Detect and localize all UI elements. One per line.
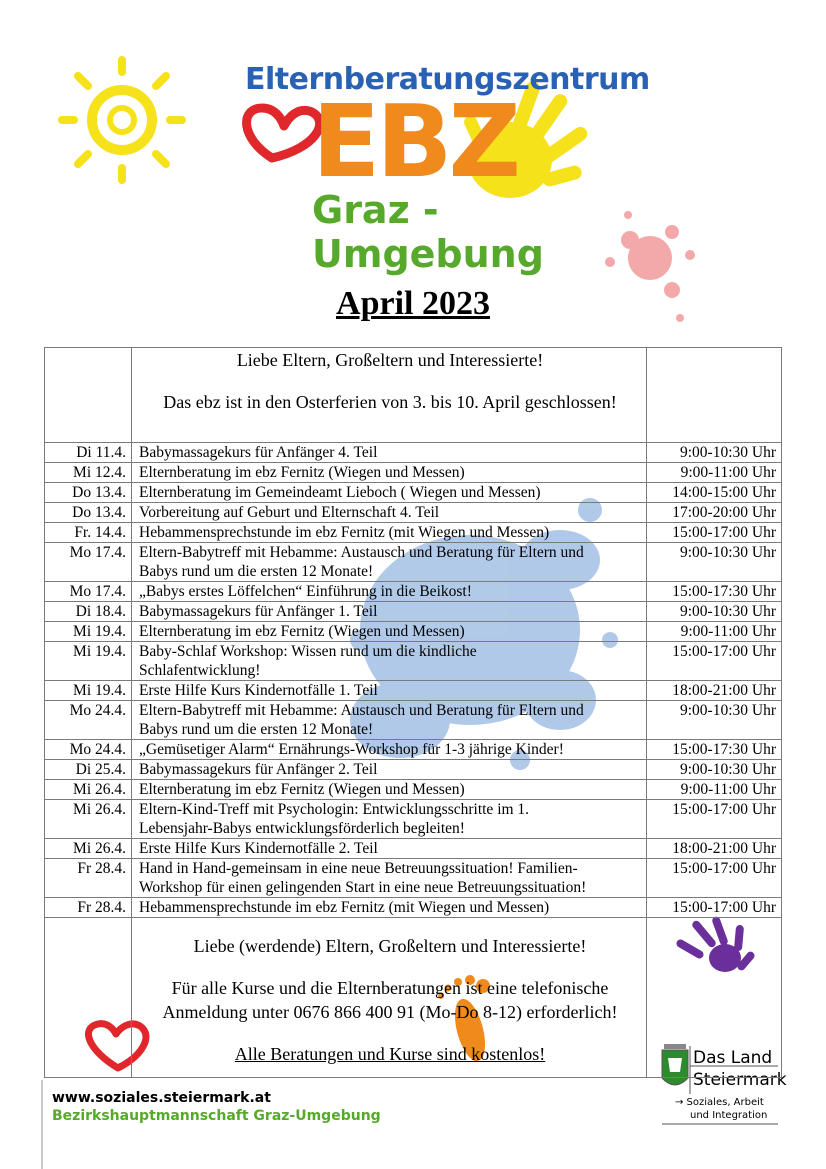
event-date: Mi 26.4. [45, 839, 132, 859]
land-name-line1: Das Land [693, 1048, 773, 1068]
sun-icon [62, 60, 182, 180]
event-description-line2: Babys rund um die ersten 12 Monate! [139, 721, 374, 738]
event-description-line2: Schlafentwicklung! [139, 662, 261, 679]
event-description-line1: Elternberatung im ebz Fernitz (Wiegen und Messen) [139, 781, 465, 798]
event-time: 15:00-17:00 Uhr [647, 859, 782, 898]
event-description [132, 582, 647, 602]
event-description-line1: Erste Hilfe Kurs Kindernotfälle 2. Teil [139, 840, 378, 857]
event-description [132, 760, 647, 780]
event-description [132, 622, 647, 642]
land-name-line2: Steiermark [693, 1070, 787, 1090]
event-description [132, 642, 647, 681]
event-description-line1: Erste Hilfe Kurs Kindernotfälle 1. Teil [139, 682, 378, 699]
table-row [45, 780, 782, 800]
event-date: Di 11.4. [45, 443, 132, 463]
event-date: Mo 17.4. [45, 582, 132, 602]
intro-row [45, 348, 782, 443]
intro-line1: Liebe Eltern, Großeltern und Interessierte! [236, 350, 544, 370]
event-time: 9:00-11:00 Uhr [647, 780, 782, 800]
event-date: Mo 17.4. [45, 543, 132, 582]
event-description [132, 681, 647, 701]
event-time: 9:00-10:30 Uhr [647, 543, 782, 582]
intro-line2: Das ebz ist in den Osterferien von 3. bis 10. April geschlossen! [163, 392, 617, 412]
event-description-line1: Babymassagekurs für Anfänger 4. Teil [139, 444, 378, 461]
event-description-line1: Babymassagekurs für Anfänger 1. Teil [139, 603, 378, 620]
event-date: Mi 26.4. [45, 800, 132, 839]
event-description [132, 543, 647, 582]
event-date: Fr 28.4. [45, 859, 132, 898]
event-description [132, 740, 647, 760]
event-time: 17:00-20:00 Uhr [647, 503, 782, 523]
event-time: 9:00-11:00 Uhr [647, 622, 782, 642]
table-row [45, 622, 782, 642]
logo-title: Elternberatungszentrum [245, 62, 650, 97]
logo-umgebung: Umgebung [312, 232, 544, 276]
event-time: 15:00-17:00 Uhr [647, 800, 782, 839]
table-row [45, 602, 782, 622]
table-row [45, 898, 782, 918]
event-description [132, 839, 647, 859]
event-description-line1: Eltern-Kind-Treff mit Psychologin: Entwicklungsschritte im 1. [139, 801, 530, 818]
table-row [45, 859, 782, 898]
table-row [45, 642, 782, 681]
event-description [132, 443, 647, 463]
authority-name: Bezirkshauptmannschaft Graz-Umgebung [52, 1108, 381, 1124]
event-date: Mo 24.4. [45, 740, 132, 760]
event-description-line1: „Babys erstes Löffelchen“ Einführung in die Beikost! [139, 583, 472, 600]
event-time: 14:00-15:00 Uhr [647, 483, 782, 503]
event-date: Fr. 14.4. [45, 523, 132, 543]
page-title: April 2023 [336, 285, 490, 322]
event-description [132, 800, 647, 839]
event-description-line1: Baby-Schlaf Workshop: Wissen rund um die kindliche [139, 643, 477, 660]
event-date: Mi 12.4. [45, 463, 132, 483]
event-time: 9:00-10:30 Uhr [647, 602, 782, 622]
event-date: Mi 19.4. [45, 642, 132, 681]
event-description [132, 523, 647, 543]
event-description-line2: Lebensjahr-Babys entwicklungsförderlich begleiten! [139, 820, 465, 837]
event-description-line1: Babymassagekurs für Anfänger 2. Teil [139, 761, 378, 778]
event-description [132, 898, 647, 918]
department-line1: → Soziales, Arbeit [675, 1097, 764, 1108]
logo-ebz: EBZ [312, 83, 518, 200]
table-row [45, 443, 782, 463]
department-line2: und Integration [690, 1110, 768, 1121]
event-description-line1: Elternberatung im Gemeindeamt Lieboch ( Wiegen und Messen) [139, 484, 541, 501]
event-time: 9:00-11:00 Uhr [647, 463, 782, 483]
table-row [45, 701, 782, 740]
table-row [45, 681, 782, 701]
event-date: Do 13.4. [45, 503, 132, 523]
heart-icon [247, 108, 320, 158]
event-date: Mi 19.4. [45, 622, 132, 642]
event-time: 9:00-10:30 Uhr [647, 443, 782, 463]
event-time: 9:00-10:30 Uhr [647, 760, 782, 780]
table-row [45, 800, 782, 839]
event-description-line1: Elternberatung im ebz Fernitz (Wiegen und Messen) [139, 464, 465, 481]
event-date: Di 25.4. [45, 760, 132, 780]
logo-graz: Graz - [312, 188, 439, 232]
table-row [45, 543, 782, 582]
event-description-line1: Hand in Hand-gemeinsam in eine neue Betreuungssituation! Familien- [139, 860, 578, 877]
table-row [45, 523, 782, 543]
footer-note-line3: Anmeldung unter 0676 866 400 91 (Mo-Do 8-12) erforderlich! [162, 1002, 618, 1022]
footer-note-row [45, 918, 782, 1078]
event-time: 18:00-21:00 Uhr [647, 839, 782, 859]
event-time: 15:00-17:00 Uhr [647, 523, 782, 543]
event-date: Fr 28.4. [45, 898, 132, 918]
event-description-line2: Babys rund um die ersten 12 Monate! [139, 563, 374, 580]
footer-note [132, 918, 647, 1078]
event-date: Do 13.4. [45, 483, 132, 503]
table-row [45, 503, 782, 523]
event-time: 15:00-17:30 Uhr [647, 740, 782, 760]
event-time: 15:00-17:30 Uhr [647, 582, 782, 602]
intro-cell [132, 348, 647, 443]
event-description-line1: Hebammensprechstunde im ebz Fernitz (mit Wiegen und Messen) [139, 899, 550, 916]
event-time: 9:00-10:30 Uhr [647, 701, 782, 740]
event-description-line2: Workshop für einen gelingenden Start in eine neue Betreuungssituation! [139, 879, 587, 896]
event-time: 15:00-17:00 Uhr [647, 898, 782, 918]
table-row [45, 582, 782, 602]
event-date: Mi 19.4. [45, 681, 132, 701]
event-description-line1: Elternberatung im ebz Fernitz (Wiegen und Messen) [139, 623, 465, 640]
footer-note-line1: Liebe (werdende) Eltern, Großeltern und Interessierte! [193, 936, 587, 956]
event-description-line1: Vorbereitung auf Geburt und Elternschaft 4. Teil [139, 504, 440, 521]
event-description [132, 780, 647, 800]
table-row [45, 760, 782, 780]
event-description-line1: Eltern-Babytreff mit Hebamme: Austausch und Beratung für Eltern und [139, 702, 584, 719]
table-row [45, 740, 782, 760]
event-date: Di 18.4. [45, 602, 132, 622]
event-description [132, 483, 647, 503]
schedule-table [44, 347, 782, 1078]
event-description-line1: „Gemüsetiger Alarm“ Ernährungs-Workshop für 1-3 jährige Kinder! [139, 741, 564, 758]
event-time: 18:00-21:00 Uhr [647, 681, 782, 701]
event-description [132, 463, 647, 483]
event-date: Mi 26.4. [45, 780, 132, 800]
table-row [45, 463, 782, 483]
website-link[interactable]: www.soziales.steiermark.at [52, 1090, 271, 1106]
event-time: 15:00-17:00 Uhr [647, 642, 782, 681]
event-description-line1: Hebammensprechstunde im ebz Fernitz (mit Wiegen und Messen) [139, 524, 550, 541]
footer-note-line4: Alle Beratungen und Kurse sind kostenlos! [234, 1044, 546, 1064]
footer-note-line2: Für alle Kurse und die Elternberatungen ist eine telefonische [171, 978, 609, 998]
event-date: Mo 24.4. [45, 701, 132, 740]
table-row [45, 483, 782, 503]
table-row [45, 839, 782, 859]
event-description [132, 701, 647, 740]
event-description [132, 503, 647, 523]
event-description-line1: Eltern-Babytreff mit Hebamme: Austausch und Beratung für Eltern und [139, 544, 584, 561]
event-description [132, 859, 647, 898]
event-description [132, 602, 647, 622]
